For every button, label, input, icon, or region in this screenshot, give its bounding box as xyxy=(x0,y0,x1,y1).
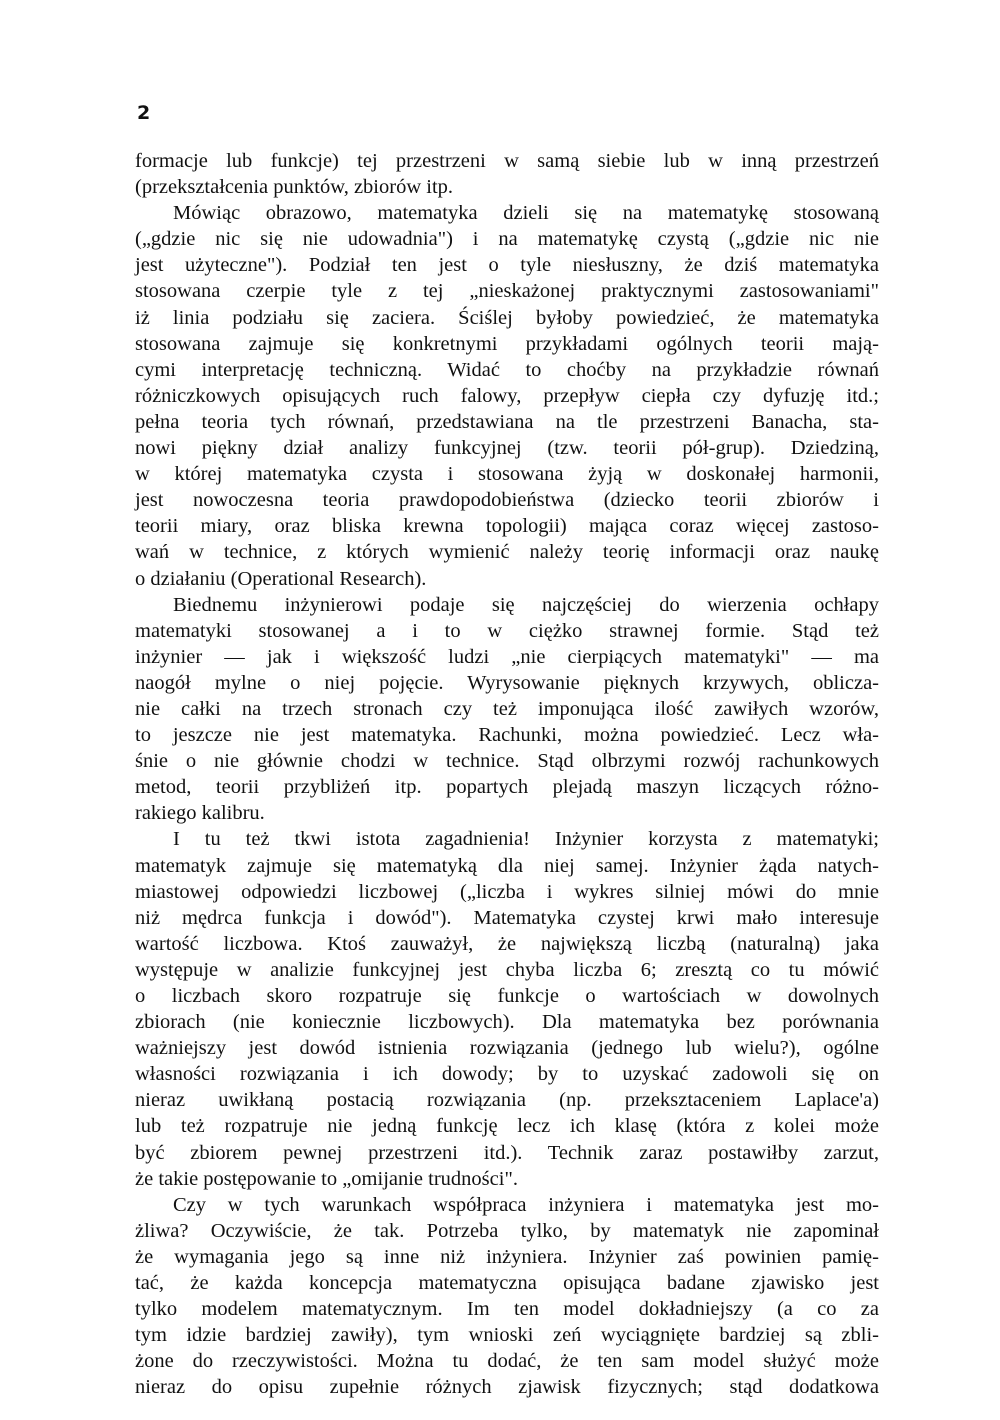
text-line: ważniejszy jest dowód istnienia rozwiązania (jednego lub wielu?), ogólne xyxy=(135,1037,879,1060)
text-line: stosowana zajmuje się konkretnymi przykładami ogólnych teorii mają- xyxy=(135,332,879,355)
text-line: metod, teorii przybliżeń itp. popartych plejadą maszyn liczących różno- xyxy=(135,776,879,799)
text-line: rakiego kalibru. xyxy=(135,802,265,825)
text-line: matematyk zajmuje się matematyką dla niej samej. Inżynier żąda natych- xyxy=(135,854,879,877)
text-line: w której matematyka czysta i stosowana żyją w doskonałej harmonii, xyxy=(135,463,879,486)
text-line: jest nowoczesna teoria prawdopodobieństwa (dziecko teorii zbiorów i xyxy=(135,489,879,512)
page-number: 2 xyxy=(137,102,151,124)
text-line: formacje lub funkcje) tej przestrzeni w samą siebie lub w inną przestrzeń xyxy=(135,150,879,172)
text-line: własności rozwiązania i ich dowody; by to uzyskać zadowoli się on xyxy=(135,1063,879,1086)
text-line: wartość liczbowa. Ktoś zauważył, że największą liczbą (naturalną) jaka xyxy=(135,932,879,955)
text-line: być zbiorem pewnej przestrzeni itd.). Technik zaraz postawiłby zarzut, xyxy=(135,1141,879,1164)
text-line: stosowana czerpie tyle z tej „nieskażonej praktycznymi zastosowaniami" xyxy=(135,280,879,303)
text-line: lub też rozpatruje nie jedną funkcję lecz ich klasę (która z kolei może xyxy=(135,1115,879,1138)
text-line: nieraz uwikłaną postacią rozwiązania (np. przeksztaceniem Laplace'a) xyxy=(135,1089,879,1112)
text-line: że wymagania jego są inne niż inżyniera. Inżynier zaś powinien pamię- xyxy=(135,1245,879,1268)
text-line: nowi piękny dział analizy funkcyjnej (tzw. teorii pół-grup). Dziedziną, xyxy=(135,437,879,460)
text-line: śnie o nie głównie chodzi w technice. Stąd olbrzymi rozwój rachunkowych xyxy=(135,750,879,773)
text-line: pełna teoria tych równań, przedstawiana na tle przestrzeni Banacha, sta- xyxy=(135,410,879,433)
text-line: miastowej odpowiedzi liczbowej („liczba i wykres silniej mówi do mnie xyxy=(135,880,879,903)
text-line: nie całki na trzech stronach czy też imponująca ilość zawiłych wzorów, xyxy=(135,697,879,720)
body-text xyxy=(135,148,879,1401)
text-line: zbiorach (nie koniecznie liczbowych). Dla matematyka bez porównania xyxy=(135,1011,879,1034)
text-line: („gdzie nic się nie udowadnia") i na matematykę czystą („gdzie nic nie xyxy=(135,228,879,251)
text-line: iż linia podziału się zaciera. Ściślej byłoby powiedzieć, że matematyka xyxy=(135,306,879,329)
text-line: żone do rzeczywistości. Można tu dodać, że ten sam model służyć może xyxy=(135,1350,879,1373)
text-line: że takie postępowanie to „omijanie trudności". xyxy=(135,1167,518,1190)
text-line: o liczbach skoro rozpatruje się funkcje o wartościach w dowolnych xyxy=(135,985,879,1007)
text-line: (przekształcenia punktów, zbiorów itp. xyxy=(135,176,454,199)
text-line: Czy w tych warunkach współpraca inżyniera i matematyka jest mo- xyxy=(173,1193,879,1216)
text-line: różniczkowych opisujących ruch falowy, przepływ ciepła czy dyfuzję itd.; xyxy=(135,384,879,407)
text-line: to jeszcze nie jest matematyka. Rachunki, można powiedzieć. Lecz wła- xyxy=(135,724,879,747)
text-line: cymi interpretację techniczną. Widać to choćby na przykładzie równań xyxy=(135,358,879,381)
text-line: Biednemu inżynierowi podaje się najczęściej do wierzenia ochłapy xyxy=(173,593,879,616)
text-line: tym idzie bardziej zawiły), tym wnioski zeń wyciągnięte bardziej są zbli- xyxy=(135,1324,879,1347)
text-line: nieraz do opisu zupełnie różnych zjawisk fizycznych; stąd dodatkowa xyxy=(135,1376,879,1399)
text-line: tać, że każda koncepcja matematyczna opisująca badane zjawisko jest xyxy=(135,1272,879,1295)
text-line: teorii miary, oraz bliska krewna topologii) mająca coraz więcej zastoso- xyxy=(135,515,879,538)
text-line: I tu też tkwi istota zagadnienia! Inżynier korzysta z matematyki; xyxy=(173,828,879,851)
text-line: wań w technice, z których wymienić należy teorię informacji oraz naukę xyxy=(135,541,879,564)
text-line: o działaniu (Operational Research). xyxy=(135,567,427,590)
text-line: Mówiąc obrazowo, matematyka dzieli się na matematykę stosowaną xyxy=(173,202,879,225)
text-line: tylko modelem matematycznym. Im ten model dokładniejszy (a co za xyxy=(135,1298,879,1321)
text-line: występuje w analizie funkcyjnej jest chyba liczba 6; zresztą co tu mówić xyxy=(135,958,879,981)
text-line: inżynier — jak i większość ludzi „nie cierpiących matematyki" — ma xyxy=(135,645,879,668)
text-line: niż mędrca funkcja i dowód"). Matematyka czystej krwi mało interesuje xyxy=(135,906,879,929)
text-line: matematyki stosowanej a i to w ciężko strawnej formie. Stąd też xyxy=(135,619,879,642)
text-line: jest użyteczne"). Podział ten jest o tyle niesłuszny, że dziś matematyka xyxy=(135,254,879,277)
text-line: żliwa? Oczywiście, że tak. Potrzeba tylko, by matematyk nie zapominał xyxy=(135,1219,879,1242)
text-line: naogół mylne o niej pojęcie. Wyrysowanie pięknych krzywych, oblicza- xyxy=(135,671,879,694)
